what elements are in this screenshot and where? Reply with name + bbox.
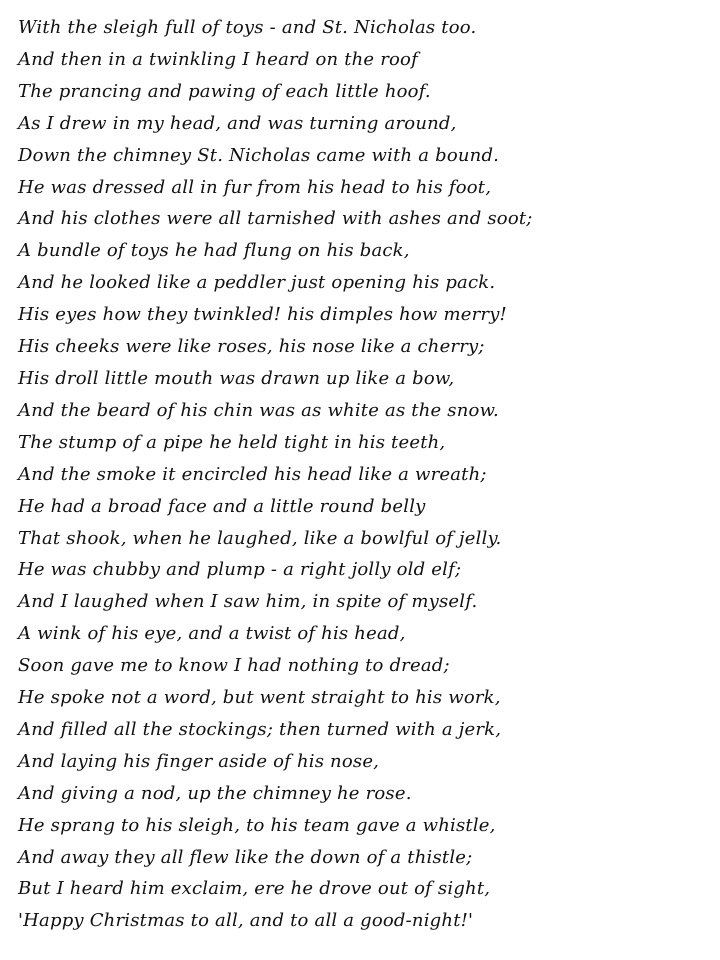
poem-line: And away they all flew like the down of a thistle;: [18, 846, 473, 868]
poem-line: His droll little mouth was drawn up like a bow,: [18, 367, 455, 389]
poem-line: A wink of his eye, and a twist of his head,: [18, 623, 406, 645]
poem-line: With the sleigh full of toys - and St. Nicholas too.: [18, 17, 477, 38]
poem-line: And his clothes were all tarnished with ashes and soot;: [18, 208, 533, 230]
poem-line: And the smoke it encircled his head like a wreath;: [18, 463, 487, 485]
poem-line: And he looked like a peddler just opening his pack.: [18, 272, 496, 294]
poem-line: As I drew in my head, and was turning around,: [18, 112, 457, 134]
poem-line: Soon gave me to know I had nothing to dread;: [18, 655, 450, 677]
poem-line: But I heard him exclaim, ere he drove out of sight,: [18, 878, 491, 900]
poem-line: And laying his finger aside of his nose,: [18, 750, 380, 772]
poem-line: He was chubby and plump - a right jolly old elf;: [18, 559, 462, 581]
poem-line: And I laughed when I saw him, in spite of myself.: [18, 591, 478, 613]
poem-line: And then in a twinkling I heard on the roof: [18, 48, 418, 70]
poem-line: His cheeks were like roses, his nose like a cherry;: [18, 336, 485, 358]
poem-line: His eyes how they twinkled! his dimples how merry!: [18, 304, 507, 326]
poem-line: He sprang to his sleigh, to his team gave a whistle,: [18, 814, 496, 836]
poem-line: That shook, when he laughed, like a bowlful of jelly.: [18, 527, 502, 549]
poem-line: A bundle of toys he had flung on his back,: [18, 240, 410, 262]
poem-line: He was dressed all in fur from his head to his foot,: [18, 176, 492, 198]
poem-line: 'Happy Christmas to all, and to all a good-night!': [18, 910, 474, 932]
poem-line: And filled all the stockings; then turned with a jerk,: [18, 718, 502, 740]
poem-line: And giving a nod, up the chimney he rose.: [18, 782, 412, 804]
poem-text: [18, 12, 708, 937]
poem-line: He spoke not a word, but went straight to his work,: [18, 687, 501, 709]
poem-line: The prancing and pawing of each little hoof.: [18, 80, 431, 102]
poem-line: Down the chimney St. Nicholas came with a bound.: [18, 144, 500, 166]
poem-line: He had a broad face and a little round belly: [18, 495, 426, 517]
poem-line: The stump of a pipe he held tight in his teeth,: [18, 431, 446, 453]
poem-line: And the beard of his chin was as white as the snow.: [18, 399, 499, 421]
